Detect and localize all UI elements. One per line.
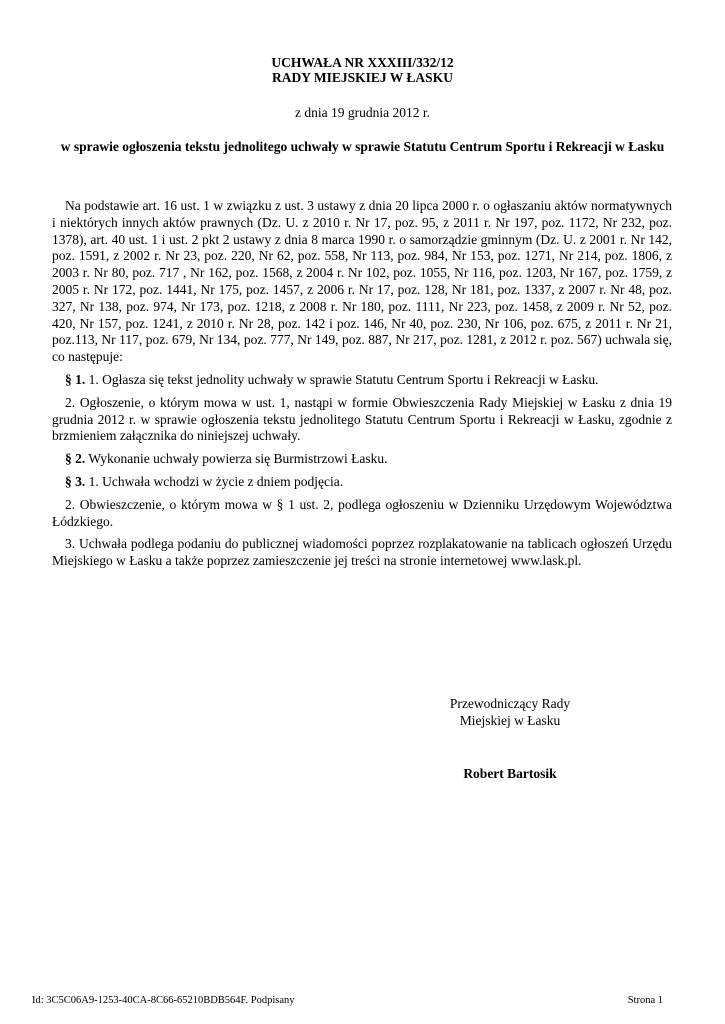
signatory-name: Robert Bartosik — [463, 766, 557, 781]
section-3-paragraph-1 — [52, 474, 672, 491]
page-number: Strona 1 — [627, 995, 663, 1006]
signatory-title-line-2: Miejskiej w Łasku — [459, 713, 561, 728]
resolution-subject: w sprawie ogłoszenia tekstu jednolitego uchwały w sprawie Statutu Centrum Sportu i Rekreacji w Łasku — [60, 139, 665, 154]
resolution-number: UCHWAŁA NR XXXIII/332/12 — [271, 55, 454, 70]
section-1-paragraph-2: 2. Ogłoszenie, o którym mowa w ust. 1, nastąpi w formie Obwieszczenia Rady Miejskiej w Łasku z dnia 19 grudnia 2012 r. w sprawie ogłoszenia tekstu jednolitego Statutu Centrum Sportu i Rekreacji w Łasku, zgodnie z brzmieniem załącznika do niniejszej uchwały. — [52, 394, 672, 444]
document-id-footer: Id: 3C5C06A9-1253-40CA-8C66-65210BDB564F. Podpisany — [32, 995, 295, 1006]
section-3-paragraph-2: 2. Obwieszczenie, o którym mowa w § 1 ust. 2, podlega ogłoszeniu w Dzienniku Urzędowym Województwa Łódzkiego. — [52, 496, 672, 529]
section-2-label: § 2. — [65, 451, 86, 467]
section-1-paragraph-1 — [52, 372, 672, 389]
council-name: RADY MIEJSKIEJ W ŁASKU — [272, 70, 453, 85]
section-1-text-1: 1. Ogłasza się tekst jednolity uchwały w sprawie Statutu Centrum Sportu i Rekreacji w Łasku. — [85, 371, 599, 387]
signatory-title-line-1: Przewodniczący Rady — [449, 696, 571, 711]
section-3-text-1: 1. Uchwała wchodzi w życie z dniem podjęcia. — [85, 473, 344, 489]
section-1-label: § 1. — [65, 371, 86, 387]
section-3-label: § 3. — [65, 473, 86, 489]
section-3-paragraph-3: 3. Uchwała podlega podaniu do publicznej wiadomości poprzez rozplakatowanie na tablicach ogłoszeń Urzędu Miejskiego w Łasku a także poprzez zamieszczenie jej treści na stronie internetowej www.lask.pl. — [52, 536, 672, 569]
document-body — [52, 198, 672, 576]
resolution-date: z dnia 19 grudnia 2012 r. — [295, 105, 430, 120]
legal-basis-paragraph: Na podstawie art. 16 ust. 1 w związku z ust. 3 ustawy z dnia 20 lipca 2000 r. o ogłaszaniu aktów normatywnych i niektórych innych aktów prawnych (Dz. U. z 2010 r. Nr 17, poz. 95, z 2011 r. Nr 197, poz. 1172, Nr 232, poz. 1378), art. 40 ust. 1 i ust. 2 pkt 2 ustawy z dnia 8 marca 1990 r. o samorządzie gminnym (Dz. U. z 2001 r. Nr 142, poz. 1591, z 2002 r. Nr 23, poz. 220, Nr 62, poz. 558, Nr 113, poz. 984, Nr 153, poz. 1271, Nr 214, poz. 1806, z 2003 r. Nr 80, poz. 717 , Nr 162, poz. 1568, z 2004 r. Nr 102, poz. 1055, Nr 116, poz. 1203, Nr 167, poz. 1759, z 2005 r. Nr 172, poz. 1441, Nr 175, poz. 1457, z 2006 r. Nr 17, poz. 128, Nr 181, poz. 1337, z 2007 r. Nr 48, poz. 327, Nr 138, poz. 974, Nr 173, poz. 1218, z 2008 r. Nr 180, poz. 1111, Nr 223, poz. 1458, z 2009 r. Nr 52, poz. 420, Nr 157, poz. 1241, z 2010 r. Nr 28, poz. 142 i poz. 146, Nr 40, poz. 230, Nr 106, poz. 675, z 2011 r. Nr 21, poz.113, Nr 117, poz. 679, Nr 134, poz. 777, Nr 149, poz. 887, Nr 217, poz. 1281, z 2012 r. poz. 567) uchwala się, co następuje: — [52, 198, 672, 365]
section-2-text: Wykonanie uchwały powierza się Burmistrzowi Łasku. — [85, 451, 388, 467]
section-2-paragraph — [52, 451, 672, 468]
